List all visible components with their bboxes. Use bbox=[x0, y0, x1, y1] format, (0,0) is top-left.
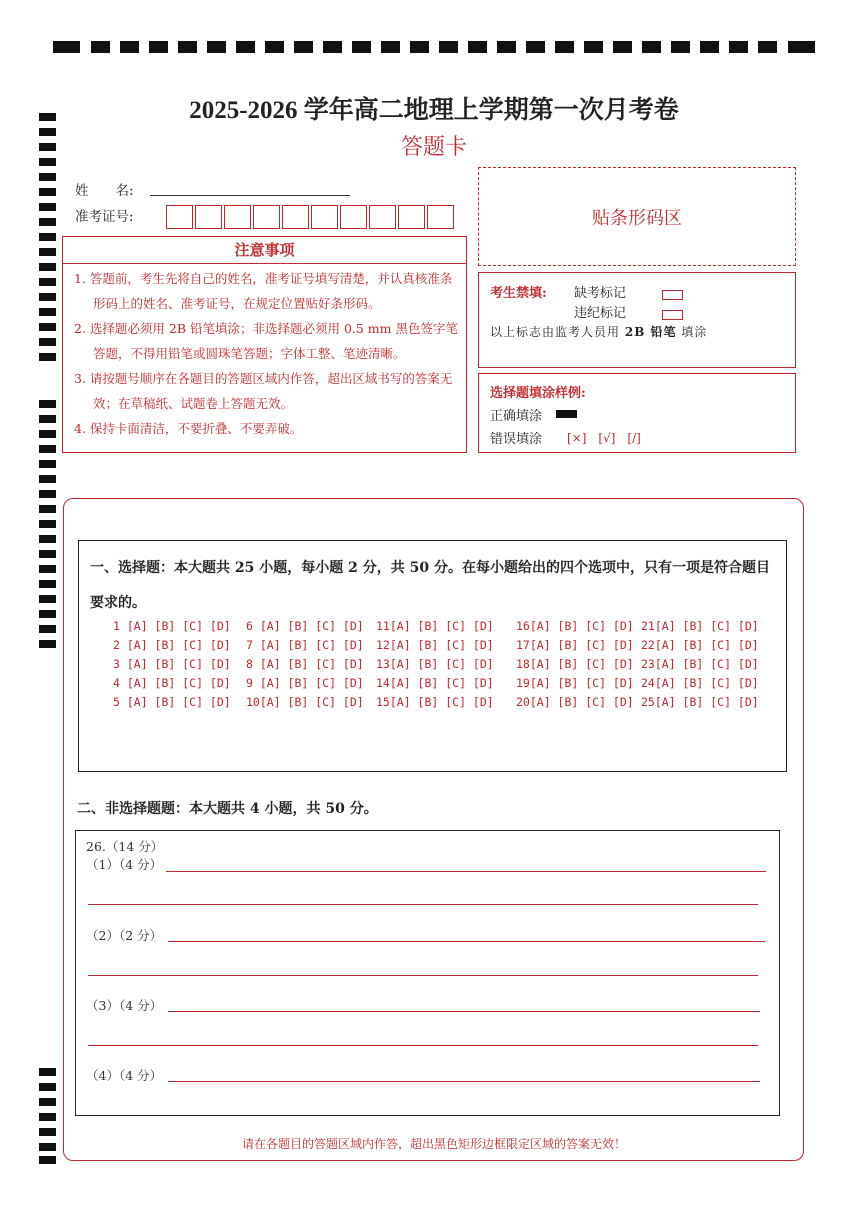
notice-panel bbox=[62, 236, 467, 453]
part-2-label: （2）（2 分） bbox=[86, 928, 163, 943]
fill-sample-title: 选择题填涂样例: bbox=[490, 386, 586, 401]
correct-fill-label: 正确填涂 bbox=[490, 409, 543, 424]
wrong-fill-label: 错误填涂 bbox=[490, 432, 543, 447]
id-label: 准考证号: bbox=[75, 209, 134, 225]
violation-label: 违纪标记 bbox=[574, 306, 627, 321]
mc-question-20[interactable]: 20[A] [B] [C] [D] bbox=[516, 695, 634, 709]
answer-line[interactable] bbox=[168, 1011, 760, 1012]
mc-question-23[interactable]: 23[A] [B] [C] [D] bbox=[641, 657, 759, 671]
mc-question-7[interactable]: 7 [A] [B] [C] [D] bbox=[246, 638, 364, 652]
mc-question-10[interactable]: 10[A] [B] [C] [D] bbox=[246, 695, 364, 709]
answer-line[interactable] bbox=[166, 871, 766, 872]
page-title: 2025-2026 学年高二地理上学期第一次月考卷 bbox=[189, 97, 679, 124]
part-3-label: （3）（4 分） bbox=[86, 998, 163, 1013]
mc-question-19[interactable]: 19[A] [B] [C] [D] bbox=[516, 676, 634, 690]
mc-question-16[interactable]: 16[A] [B] [C] [D] bbox=[516, 619, 634, 633]
mc-question-21[interactable]: 21[A] [B] [C] [D] bbox=[641, 619, 759, 633]
answer-line[interactable] bbox=[88, 1045, 758, 1046]
multiple-choice-section bbox=[78, 540, 787, 772]
correct-fill-mark bbox=[556, 410, 577, 418]
mc-question-17[interactable]: 17[A] [B] [C] [D] bbox=[516, 638, 634, 652]
absent-mark-box[interactable] bbox=[662, 284, 683, 303]
mc-question-22[interactable]: 22[A] [B] [C] [D] bbox=[641, 638, 759, 652]
mc-question-5[interactable]: 5 [A] [B] [C] [D] bbox=[113, 695, 231, 709]
wrong-fill-marks: [×] [√] [/] bbox=[567, 431, 641, 445]
forbidden-note: 以上标志由监考人员用 2B 铅笔 填涂 bbox=[490, 325, 708, 339]
question-26-label: 26.（14 分） bbox=[86, 839, 164, 854]
notice-title: 注意事项 bbox=[63, 237, 466, 264]
fill-sample-panel bbox=[478, 373, 796, 453]
mc-question-14[interactable]: 14[A] [B] [C] [D] bbox=[376, 676, 494, 690]
answer-line[interactable] bbox=[168, 1081, 760, 1082]
mc-question-13[interactable]: 13[A] [B] [C] [D] bbox=[376, 657, 494, 671]
nonmc-heading: 二、非选择题题：本大题共 4 小题，共 50 分。 bbox=[77, 801, 378, 817]
answer-line[interactable] bbox=[88, 904, 758, 905]
absent-label: 缺考标记 bbox=[574, 286, 627, 301]
page-subtitle: 答题卡 bbox=[400, 135, 467, 160]
mc-question-6[interactable]: 6 [A] [B] [C] [D] bbox=[246, 619, 364, 633]
mc-question-9[interactable]: 9 [A] [B] [C] [D] bbox=[246, 676, 364, 690]
name-label: 姓 名: bbox=[75, 183, 134, 199]
notice-item: 4. 保持卡面清洁，不要折叠、不要弄破。 bbox=[74, 421, 303, 436]
top-timing-marks bbox=[53, 41, 815, 55]
notice-item: 3. 请按题号顺序在各题目的答题区域内作答，超出区域书写的答案无效；在草稿纸、试题卷上答题无效。 bbox=[74, 371, 453, 411]
notice-item: 1. 答题前，考生先将自己的姓名，准考证号填写清楚，并认真核准条形码上的姓名、准考证号，在规定位置贴好条形码。 bbox=[74, 271, 453, 311]
notice-item: 2. 选择题必须用 2B 铅笔填涂；非选择题必须用 0.5 mm 黑色签字笔答题，不得用铅笔或圆珠笔答题；字体工整、笔迹清晰。 bbox=[74, 321, 458, 361]
mc-question-4[interactable]: 4 [A] [B] [C] [D] bbox=[113, 676, 231, 690]
id-number-boxes[interactable] bbox=[166, 205, 456, 230]
forbidden-label: 考生禁填: bbox=[490, 286, 547, 301]
mc-heading: 一、选择题：本大题共 25 小题，每小题 2 分，共 50 分。在每小题给出的四个选项中，只有一项是符合题目要求的。 bbox=[90, 560, 770, 611]
violation-mark-box[interactable] bbox=[662, 304, 683, 323]
forbidden-panel bbox=[478, 272, 796, 368]
mc-question-12[interactable]: 12[A] [B] [C] [D] bbox=[376, 638, 494, 652]
mc-question-3[interactable]: 3 [A] [B] [C] [D] bbox=[113, 657, 231, 671]
part-1-label: （1）（4 分） bbox=[86, 857, 163, 872]
answer-line[interactable] bbox=[168, 941, 765, 942]
footer-warning: 请在各题目的答题区域内作答，超出黑色矩形边框限定区域的答案无效！ bbox=[241, 1137, 626, 1151]
mc-question-18[interactable]: 18[A] [B] [C] [D] bbox=[516, 657, 634, 671]
question-26-box bbox=[75, 830, 780, 1116]
left-timing-marks bbox=[0, 0, 60, 1227]
barcode-area: 贴条形码区 bbox=[478, 167, 796, 266]
part-4-label: （4）（4 分） bbox=[86, 1068, 163, 1083]
mc-question-15[interactable]: 15[A] [B] [C] [D] bbox=[376, 695, 494, 709]
name-field[interactable] bbox=[150, 194, 350, 196]
mc-question-24[interactable]: 24[A] [B] [C] [D] bbox=[641, 676, 759, 690]
mc-question-25[interactable]: 25[A] [B] [C] [D] bbox=[641, 695, 759, 709]
answer-line[interactable] bbox=[88, 975, 758, 976]
mc-question-8[interactable]: 8 [A] [B] [C] [D] bbox=[246, 657, 364, 671]
mc-question-2[interactable]: 2 [A] [B] [C] [D] bbox=[113, 638, 231, 652]
mc-question-11[interactable]: 11[A] [B] [C] [D] bbox=[376, 619, 494, 633]
mc-question-1[interactable]: 1 [A] [B] [C] [D] bbox=[113, 619, 231, 633]
